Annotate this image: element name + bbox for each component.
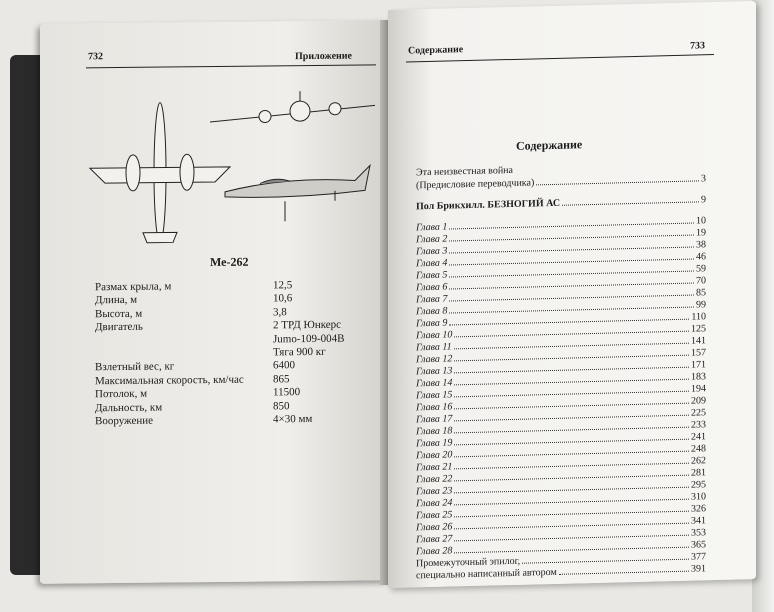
toc-entry-page: 125 <box>691 323 706 335</box>
left-page-number: 732 <box>88 51 103 63</box>
toc-entry-title: Глава 4 <box>416 257 448 270</box>
toc-entry-page: 391 <box>691 563 706 575</box>
spec-label: Потолок, м <box>95 387 148 401</box>
toc-entry-page: 46 <box>696 251 706 263</box>
right-running-head: Содержание <box>408 44 464 57</box>
toc-entry-page: 59 <box>696 263 706 275</box>
spec-value: 850 <box>273 399 290 412</box>
toc-entry-title: (Предисловие переводчика) <box>416 177 535 192</box>
toc-entry-title: Промежуточный эпилог, <box>416 555 521 570</box>
spec-label: Взлетный вес, кг <box>95 360 175 374</box>
left-header-rule <box>86 64 376 68</box>
toc-entry-title: Глава 1 <box>416 221 448 234</box>
toc-entry-title: Глава 26 <box>416 521 453 534</box>
toc-entry-title: Глава 22 <box>416 473 453 486</box>
toc-entry-page: 241 <box>691 431 706 443</box>
spec-value: Тяга 900 кг <box>273 345 326 359</box>
spec-value: 12,5 <box>273 279 293 292</box>
toc-entry-page: 209 <box>691 395 706 407</box>
spec-value: 4×30 мм <box>273 412 313 426</box>
spec-label: Размах крыла, м <box>95 280 172 294</box>
left-page <box>40 20 390 584</box>
toc-entry-page: 248 <box>691 443 706 455</box>
toc-entry-page: 377 <box>691 551 706 563</box>
toc-entry-title: Глава 7 <box>416 293 448 306</box>
spec-label: Дальность, км <box>95 401 163 414</box>
toc-entry-page: 281 <box>691 467 706 479</box>
aircraft-top-view <box>90 102 230 243</box>
toc-entry-title: Глава 16 <box>416 401 453 414</box>
toc-title: Содержание <box>516 137 583 153</box>
spec-label: Высота, м <box>95 307 143 321</box>
spec-value: 3,8 <box>273 306 287 319</box>
toc-entry-title: Глава 17 <box>416 413 453 426</box>
toc-entry-title: Глава 6 <box>416 281 448 294</box>
toc-entry-title: Глава 12 <box>416 353 453 366</box>
toc-entry-page: 326 <box>691 503 706 515</box>
toc-entry-title: Глава 8 <box>416 305 448 318</box>
toc-entry-page: 110 <box>691 311 706 323</box>
toc-entry-page: 233 <box>691 419 706 431</box>
toc-entry-title: Глава 14 <box>416 377 453 390</box>
toc-entry-page: 157 <box>691 347 706 359</box>
toc-entry-page: 85 <box>696 287 706 299</box>
chapter-list <box>416 214 706 557</box>
spec-label: Двигатель <box>95 320 143 334</box>
toc-entry-title: Глава 11 <box>416 341 452 354</box>
toc-entry-title: Глава 18 <box>416 425 453 438</box>
table-of-contents <box>416 160 706 581</box>
spec-value: 10,6 <box>273 292 293 305</box>
toc-entry-page: 3 <box>701 173 706 185</box>
toc-entry-page: 171 <box>691 359 706 371</box>
toc-entry-title: Глава 19 <box>416 437 453 450</box>
toc-entry-title: Глава 23 <box>416 485 453 498</box>
aircraft-drawing <box>85 80 375 253</box>
toc-entry-page: 10 <box>696 215 706 227</box>
toc-entry-page: 38 <box>696 239 706 251</box>
right-page-number: 733 <box>690 40 705 52</box>
toc-entry-page: 365 <box>691 539 706 551</box>
toc-entry-title: Глава 2 <box>416 233 448 246</box>
toc-entry-page: 295 <box>691 479 706 491</box>
toc-entry-page: 225 <box>691 407 706 419</box>
toc-entry-page: 99 <box>696 299 706 311</box>
aircraft-front-view <box>210 90 375 123</box>
preface-title: Эта неизвестная война <box>416 164 513 179</box>
leader-dots <box>559 571 689 575</box>
toc-entry-page: 141 <box>691 335 706 347</box>
toc-entry-page: 194 <box>691 383 706 395</box>
toc-entry-page: 183 <box>691 371 706 383</box>
toc-entry-page: 341 <box>691 515 706 527</box>
toc-entry-title: Глава 13 <box>416 365 453 378</box>
spec-label: Вооружение <box>95 414 154 428</box>
toc-entry-title: Глава 24 <box>416 497 453 510</box>
toc-entry-title: Глава 10 <box>416 329 453 342</box>
toc-entry-title: Глава 5 <box>416 269 448 282</box>
toc-entry-page: 19 <box>696 227 706 239</box>
toc-entry-page: 353 <box>691 527 706 539</box>
toc-entry-title: Глава 15 <box>416 389 453 402</box>
toc-entry-title: Пол Брикхилл. БЕЗНОГИЙ АС <box>416 197 561 213</box>
toc-entry-title: Глава 27 <box>416 533 453 546</box>
left-running-head: Приложение <box>295 50 352 63</box>
spec-value: 2 ТРД Юнкерс <box>273 318 342 332</box>
toc-entry-page: 9 <box>701 194 706 206</box>
toc-entry-title: Глава 9 <box>416 317 448 330</box>
aircraft-title: Ме-262 <box>210 254 249 270</box>
toc-entry-title: Глава 25 <box>416 509 453 522</box>
spec-label: Максимальная скорость, км/час <box>95 373 244 387</box>
spec-label: Длина, м <box>95 294 138 307</box>
right-page <box>388 1 756 588</box>
aircraft-side-view <box>225 165 370 222</box>
toc-entry-title: Глава 3 <box>416 245 448 258</box>
toc-entry-page: 70 <box>696 275 706 287</box>
toc-entry-title: Глава 21 <box>416 461 453 474</box>
spec-value: 865 <box>273 372 290 386</box>
toc-entry-title: специально написанный автором <box>416 566 557 582</box>
spec-value: 11500 <box>273 386 301 399</box>
toc-entry-title: Глава 20 <box>416 449 453 462</box>
spec-value: Jumo-109-004B <box>273 332 345 345</box>
toc-entry-page: 310 <box>691 491 706 503</box>
toc-entry-title: Глава 28 <box>416 545 453 558</box>
toc-entry-page: 262 <box>691 455 706 467</box>
spec-value: 6400 <box>273 359 295 372</box>
